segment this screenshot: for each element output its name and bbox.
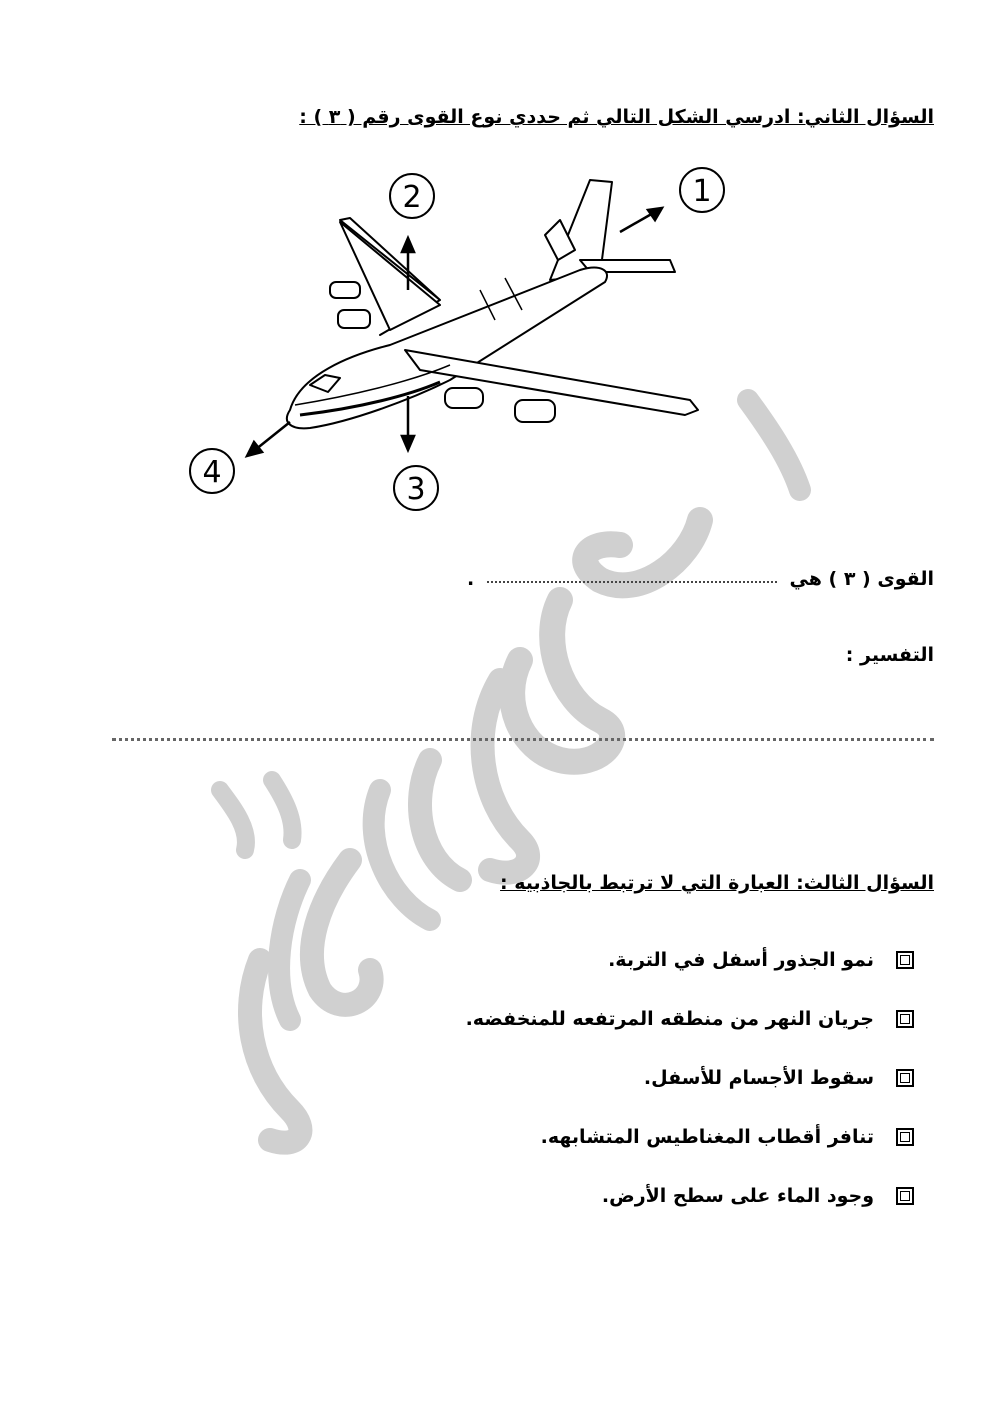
force-number-4: 4: [202, 455, 222, 490]
option-2[interactable]: [466, 1004, 914, 1034]
airplane-force-diagram: [150, 160, 770, 520]
question3-title: السؤال الثالث: العبارة التي لا ترتبط بالجاذبيه :: [500, 872, 934, 894]
explanation-blank-line[interactable]: [112, 738, 934, 741]
option-2-label: جريان النهر من منطقه المرتفعه للمنخفضه.: [465, 1008, 874, 1030]
answer-blank[interactable]: [487, 581, 777, 583]
force-number-2: 2: [402, 180, 422, 215]
option-3-label: سقوط الأجسام للأسفل.: [643, 1067, 874, 1089]
answer-suffix: .: [467, 568, 475, 590]
option-1[interactable]: [608, 945, 914, 975]
question2-title: السؤال الثاني: ادرسي الشكل التالي ثم حددي نوع القوى رقم ( ٣ ) :: [299, 106, 934, 128]
option-5-label: وجود الماء على سطح الأرض.: [601, 1185, 874, 1207]
option-4[interactable]: [541, 1122, 914, 1152]
answer-row: [467, 568, 934, 590]
force-number-3: 3: [406, 472, 426, 507]
explanation-label: التفسير :: [845, 644, 934, 666]
checkbox-1[interactable]: [896, 951, 914, 969]
checkbox-4[interactable]: [896, 1128, 914, 1146]
answer-prefix: القوى ( ٣ ) هي: [789, 568, 934, 590]
checkbox-2[interactable]: [896, 1010, 914, 1028]
force-number-1: 1: [692, 174, 712, 209]
option-5[interactable]: [602, 1181, 914, 1211]
option-3[interactable]: [644, 1063, 914, 1093]
checkbox-5[interactable]: [896, 1187, 914, 1205]
checkbox-3[interactable]: [896, 1069, 914, 1087]
airplane-icon: [287, 180, 698, 428]
option-1-label: نمو الجذور أسفل في التربة.: [608, 949, 874, 971]
option-4-label: تنافر أقطاب المغناطيس المتشابهه.: [540, 1126, 874, 1148]
